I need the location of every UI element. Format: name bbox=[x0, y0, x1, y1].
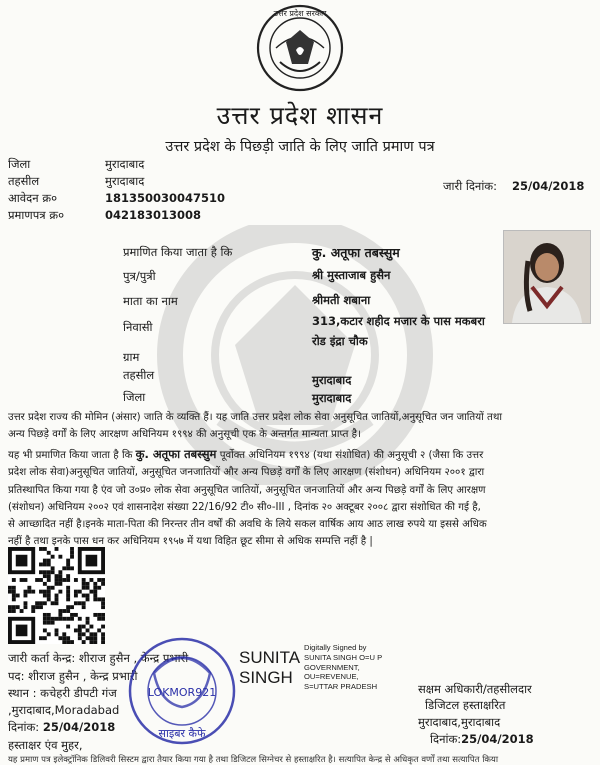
qr-code-icon bbox=[8, 547, 105, 644]
certified-label: प्रमाणित किया जाता है कि bbox=[123, 245, 233, 259]
person-photo-icon bbox=[504, 231, 590, 323]
footer-note: यह प्रमाण पत्र इलेक्ट्रॉनिक डिलिवरी सिस्टम द्वारा तैयार किया गया है तथा डिजिटल सिग्नेचर से हस्ताक्षरित है। सत्यापित केन्द्र से अधिकृत वर्णों तथा सत्यापित किया bbox=[8, 755, 499, 765]
creamy-layer-statement bbox=[8, 446, 593, 551]
child-of-label: पुत्र/पुत्री bbox=[123, 269, 156, 283]
district-detail-value: मुरादाबाद bbox=[312, 391, 352, 405]
signature-line: OU=REVENUE, bbox=[304, 672, 359, 682]
statement-line: (संशोधन) अधिनियम २००२ एवं शासनादेश संख्या 22/16/92 टी० सी०-III , दिनांक २० अक्टूबर २००८ द्वारा संशोधित की गई है, bbox=[8, 501, 481, 513]
authority-date-value: 25/04/2018 bbox=[461, 732, 534, 746]
tehsil-detail-label: तहसील bbox=[123, 368, 155, 382]
issue-date-value: 25/04/2018 bbox=[512, 179, 585, 193]
signature-line: SUNITA SINGH O=U P bbox=[304, 652, 383, 662]
issuer-post: पद: शीराज हुसैन , केन्द्र प्रभारी bbox=[8, 669, 138, 683]
applicant-photo bbox=[503, 230, 591, 324]
issuer-date-value: 25/04/2018 bbox=[42, 720, 116, 734]
statement-name: कु. अतूफा तबस्सुम bbox=[135, 447, 217, 461]
tehsil-detail-value: मुरादाबाद bbox=[312, 373, 352, 387]
svg-text:उत्तर प्रदेश सरकार: उत्तर प्रदेश सरकार bbox=[273, 9, 327, 18]
certificate-number: 042183013008 bbox=[105, 208, 202, 222]
district-detail-label: जिला bbox=[123, 390, 146, 404]
tehsil-label: तहसील bbox=[8, 174, 40, 188]
page-title: उत्तर प्रदेश शासन bbox=[216, 101, 384, 130]
caste-statement-line: अन्य पिछड़े वर्गों के लिए आरक्षण अधिनियम १९९४ की अनुसूची एक के अन्तर्गत मान्यता प्राप्त है। bbox=[8, 429, 361, 441]
signer-name-line2: SINGH bbox=[239, 668, 293, 687]
caste-statement bbox=[8, 409, 593, 444]
caste-statement-line: उत्तर प्रदेश राज्य की मोमिन (अंसार) जाति के व्यक्ति हैं। यह जाति उत्तर प्रदेश लोक सेवा अनुसूचित जातियों,अनुसूचित जन जातियों तथा bbox=[8, 412, 502, 423]
signature-line: GOVERNMENT, bbox=[304, 662, 360, 672]
application-number: 181350030047510 bbox=[105, 191, 226, 205]
mother-label: माता का नाम bbox=[123, 294, 178, 308]
resident-address-line2: रोड इंद्रा चौक bbox=[312, 334, 368, 348]
authority-signed: डिजिटल हस्ताक्षरित bbox=[425, 698, 506, 712]
issue-date-label: जारी दिनांक: bbox=[443, 179, 498, 193]
statement-line: से आच्छादित नहीं है।इनके माता-पिता की निरन्तर तीन वर्षों की अवधि के लिये सकल वार्षिक आय आठ लाख रुपये या इससे अधिक bbox=[8, 519, 487, 531]
digital-signer-name bbox=[239, 648, 300, 688]
signer-name-line1: SUNITA bbox=[239, 648, 301, 667]
authority-place: मुरादाबाद,मुरादाबाद bbox=[418, 715, 501, 729]
statement-suffix: पूर्वोक्त अधिनियम १९९४ (यथा संशोधित) की अनुसूची २ (जैसा कि उत्तर bbox=[219, 450, 484, 461]
authority-date bbox=[430, 732, 534, 747]
tehsil-value: मुरादाबाद bbox=[105, 174, 145, 188]
issuer-place: स्थान : कचेहरी डीपटी गंज bbox=[8, 686, 117, 700]
cyber-cafe-seal-icon bbox=[124, 633, 240, 749]
up-emblem-icon bbox=[256, 2, 344, 94]
issuer-sign-label: हस्ताक्षर एंव मुहर, bbox=[8, 738, 83, 752]
statement-line: नहीं है तथा इनके पास धन कर अधिनियम १९५७ में यथा विहित छूट सीमा से अधिक सम्पत्ति नहीं है | bbox=[8, 536, 373, 548]
issuer-centre: जारी कर्ता केन्द्र: शीराज हुसैन , केन्द्र प्रभारी bbox=[8, 651, 189, 665]
statement-line bbox=[8, 446, 593, 464]
statement-line: प्रतिस्थापित किया गया है एंव जो उ०प्र० लोक सेवा अनुसूचित जातियों, अनुसूचित जनजातियों और अन्य पिछड़े वर्गों के लिए आरक्षण bbox=[8, 484, 486, 496]
authority-title: सक्षम अधिकारी/तहसीलदार bbox=[418, 682, 532, 696]
district-value: मुरादाबाद bbox=[105, 157, 145, 171]
statement-line: प्रदेश लोक सेवा)अनुसूचित जातियों, अनुसूचित जनजातियों और अन्य पिछड़े वर्गों के लिए आरक्षण (संशोधन) अधिनियम २००१ द्वारा bbox=[8, 467, 485, 479]
father-name: श्री मुस्ताजाब हुसैन bbox=[312, 268, 391, 282]
page-subtitle: उत्तर प्रदेश के पिछड़ी जाति के लिए जाति प्रमाण पत्र bbox=[165, 139, 435, 155]
seal-bottom-text: साइबर कैफे bbox=[158, 727, 206, 740]
certificate-label: प्रमाणपत्र क्र० bbox=[8, 208, 65, 222]
authority-date-label: दिनांक: bbox=[430, 732, 462, 746]
issuer-date bbox=[8, 720, 115, 735]
certified-name: कु. अतूफा तबस्सुम bbox=[312, 245, 400, 260]
signature-line: S=UTTAR PRADESH bbox=[304, 682, 378, 692]
district-label: जिला bbox=[8, 157, 31, 171]
seal-code: LOKMOR921 bbox=[147, 686, 217, 699]
village-label: ग्राम bbox=[123, 350, 140, 364]
statement-prefix: यह भी प्रमाणित किया जाता है कि bbox=[8, 450, 133, 461]
resident-label: निवासी bbox=[123, 320, 153, 334]
digital-signature-details bbox=[304, 643, 382, 692]
resident-address-line1: 313,कटार शहीद मजार के पास मकबरा bbox=[312, 314, 485, 328]
issuer-date-label: दिनांक: bbox=[8, 720, 40, 734]
signature-line: Digitally Signed by bbox=[304, 643, 367, 652]
issuer-city: ,मुरादाबाद,Moradabad bbox=[8, 703, 120, 717]
mother-name: श्रीमती शबाना bbox=[312, 293, 371, 307]
application-label: आवेदन क्र० bbox=[8, 191, 58, 205]
